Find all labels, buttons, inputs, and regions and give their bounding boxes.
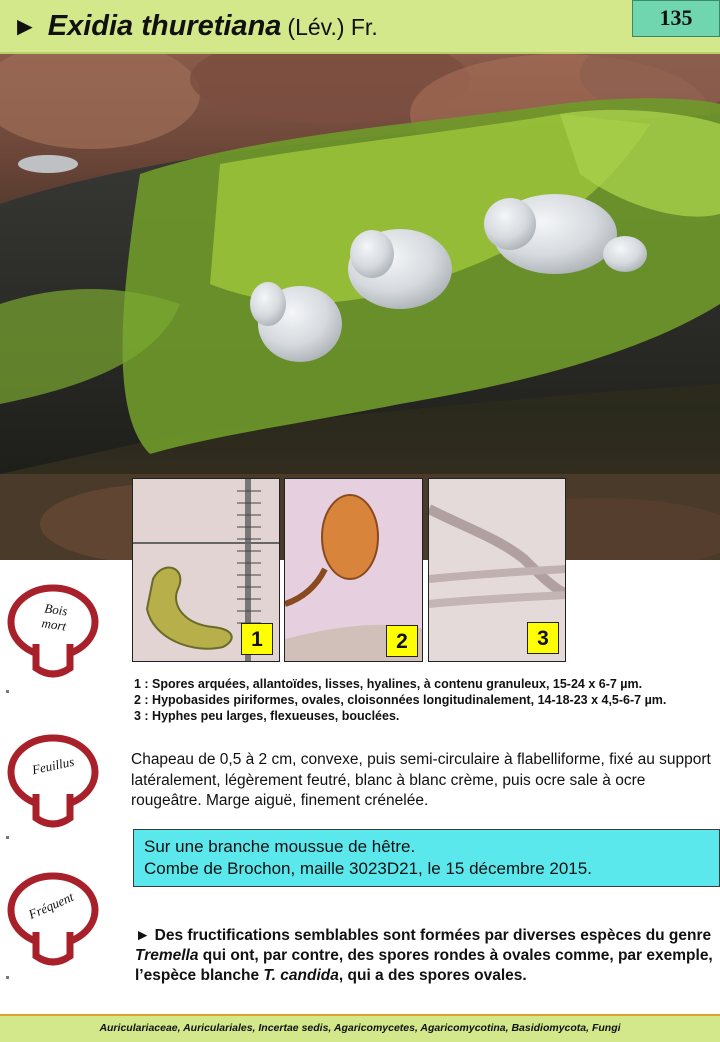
taxonomy-footer: Auriculariaceae, Auriculariales, Incertae sedis, Agaricomycetes, Agaricomycotina, Basidiomycota, Fungi: [0, 1014, 720, 1042]
badge-host: [0, 730, 110, 850]
page-title: [12, 8, 378, 45]
note-species: T. candida: [263, 967, 339, 984]
species-author: (Lév.) Fr.: [287, 14, 378, 40]
title-arrow: ►: [12, 11, 38, 41]
micrograph-hyphae: [428, 478, 566, 662]
location-box: [133, 829, 720, 887]
note-text: , qui a des spores ovales.: [338, 967, 527, 984]
location-line: Combe de Brochon, maille 3023D21, le 15 décembre 2015.: [144, 859, 592, 878]
page-number: 135: [632, 0, 720, 37]
micrograph-captions: [134, 676, 714, 724]
micrograph-spores: [132, 478, 280, 662]
badge-line: Bois: [43, 600, 69, 619]
header-bar: [0, 0, 720, 54]
similar-species-note: [135, 926, 713, 986]
note-text: qui ont, par contre, des spores rondes à ovales comme, par exemple, l’espèce blanche: [135, 947, 713, 984]
caption-line: 2 : Hypobasides piriformes, ovales, cloisonnées longitudinalement, 14-18-23 x 4,5-6-7 µm.: [134, 693, 667, 707]
note-text: ► Des fructifications semblables sont formées par diverses espèces du genre: [135, 927, 712, 944]
badge-substrate: [0, 580, 110, 700]
fungus-middle: [348, 229, 452, 309]
badge-text: Fréquent: [26, 888, 76, 923]
micrograph-label: 1: [241, 623, 273, 655]
caption-line: 1 : Spores arquées, allantoïdes, lisses, hyalines, à contenu granuleux, 15-24 x 6-7 µm.: [134, 677, 643, 691]
small-mark: [6, 690, 9, 693]
micrograph-label: 2: [386, 625, 418, 657]
caption-line: 3 : Hyphes peu larges, flexueuses, bouclées.: [134, 709, 400, 723]
description-text: Chapeau de 0,5 à 2 cm, convexe, puis semi-circulaire à flabelliforme, fixé au support latéralement, légèrement feutré, blanc à blanc crème, puis ocre sale à ocre rougeâtre. Marge aiguë, finement crénelée.: [131, 751, 711, 809]
micrograph-hypobasides: [284, 478, 423, 662]
small-mark: [6, 976, 9, 979]
note-genus: Tremella: [135, 947, 199, 964]
badge-line: mort: [40, 615, 68, 634]
badge-text: Feuillus: [30, 753, 76, 778]
species-name: Exidia thuretiana: [47, 10, 282, 42]
small-mark: [6, 836, 9, 839]
badge-frequency: [0, 868, 110, 988]
micrograph-label: 3: [527, 622, 559, 654]
location-line: Sur une branche moussue de hêtre.: [144, 837, 416, 856]
